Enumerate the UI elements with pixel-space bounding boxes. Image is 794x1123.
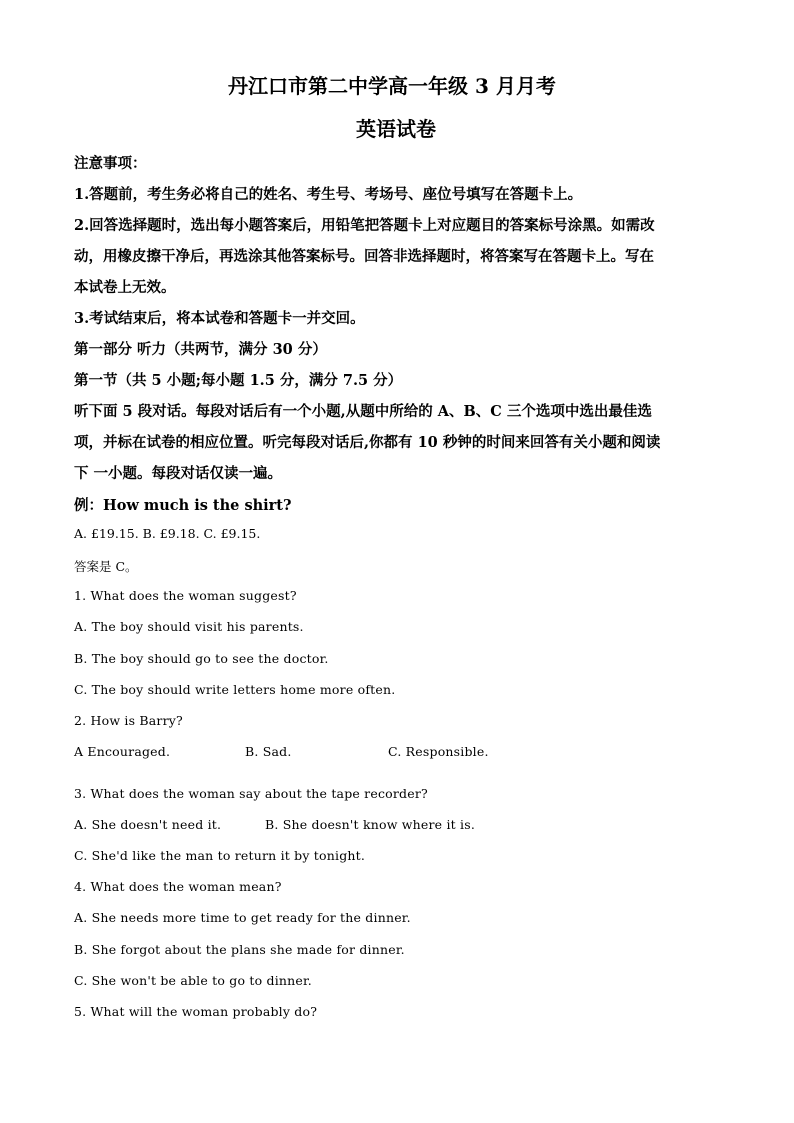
question-1-option-b: B. The boy should go to see the doctor.: [74, 651, 329, 666]
notes-item-2-line-3: 本试卷上无效。: [74, 279, 176, 296]
notes-heading: 注意事项：: [74, 155, 147, 172]
question-1-stem: 1. What does the woman suggest?: [74, 588, 297, 603]
question-3-option-c: C. She'd like the man to return it by tonight.: [74, 848, 366, 863]
notes-item-2-line-1: 2.回答选择题时，选出每小题答案后，用铅笔把答题卡上对应题目的答案标号涂黑。如需改: [74, 217, 655, 234]
question-2-option-b: B. Sad.: [245, 744, 292, 759]
question-1-option-c: C. The boy should write letters home more often.: [74, 682, 396, 697]
question-3-stem: 3. What does the woman say about the tape recorder?: [74, 786, 428, 801]
question-3-option-a: A. She doesn't need it.: [74, 817, 222, 832]
question-2-option-a: A Encouraged.: [74, 744, 171, 759]
section1-heading: 第一节（共 5 小题;每小题 1.5 分，满分 7.5 分）: [74, 372, 403, 389]
example-answer: 答案是 C。: [74, 559, 138, 574]
question-4-stem: 4. What does the woman mean?: [74, 879, 282, 894]
notes-item-3: 3.考试结束后，将本试卷和答题卡一并交回。: [74, 310, 365, 327]
question-1-option-a: A. The boy should visit his parents.: [74, 619, 304, 634]
question-4-option-b: B. She forgot about the plans she made for dinner.: [74, 942, 405, 957]
question-2-option-c: C. Responsible.: [388, 744, 489, 759]
exam-title: 丹江口市第二中学高一年级 3 月月考: [228, 74, 556, 98]
example-options: A. £19.15. B. £9.18. C. £9.15.: [74, 526, 261, 541]
instructions-line-2: 项，并标在试卷的相应位置。听完每段对话后,你都有 10 秒钟的时间来回答有关小题和阅读: [74, 434, 661, 451]
question-2-stem: 2. How is Barry?: [74, 713, 183, 728]
notes-item-2-line-2: 动，用橡皮擦干净后，再选涂其他答案标号。回答非选择题时，将答案写在答题卡上。写在: [74, 248, 654, 265]
question-4-option-a: A. She needs more time to get ready for the dinner.: [74, 910, 411, 925]
instructions-line-1: 听下面 5 段对话。每段对话后有一个小题,从题中所给的 A、B、C 三个选项中选出最佳选: [74, 403, 652, 420]
question-4-option-c: C. She won't be able to go to dinner.: [74, 973, 312, 988]
notes-item-1: 1.答题前，考生务必将自己的姓名、考生号、考场号、座位号填写在答题卡上。: [74, 186, 583, 203]
instructions-line-3: 下 一小题。每段对话仅读一遍。: [74, 465, 283, 482]
exam-subtitle: 英语试卷: [356, 117, 436, 141]
part1-heading: 第一部分 听力（共两节，满分 30 分）: [74, 341, 327, 358]
example-question: 例：How much is the shirt?: [74, 497, 292, 514]
question-5-stem: 5. What will the woman probably do?: [74, 1004, 318, 1019]
question-3-option-b: B. She doesn't know where it is.: [265, 817, 476, 832]
